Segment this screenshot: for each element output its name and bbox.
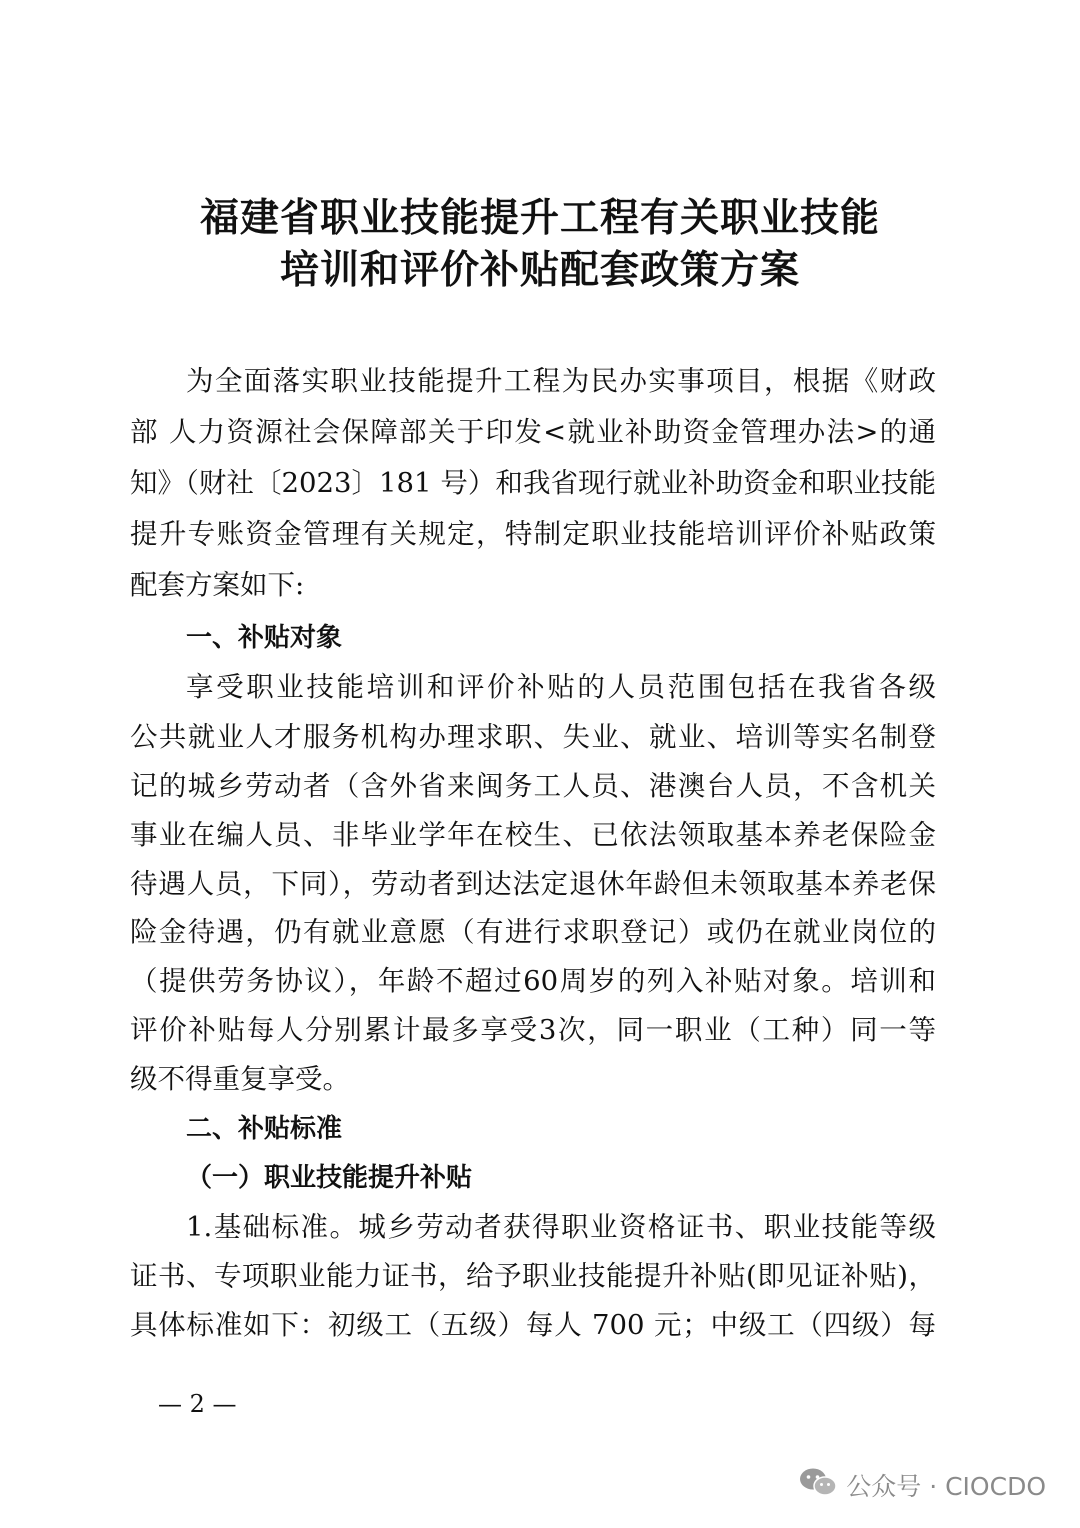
subsection1-line: 具体标准如下：初级工（五级）每人 700 元；中级工（四级）每	[130, 1309, 936, 1341]
page-number: — 2 —	[158, 1390, 237, 1418]
subsection1-line: 证书、专项职业能力证书，给予职业技能提升补贴(即见证补贴)，	[130, 1260, 936, 1292]
intro-line: 配套方案如下:	[130, 569, 305, 601]
watermark-text: 公众号 · CIOCDO	[846, 1472, 1046, 1501]
document-title-line-2: 培训和评价补贴配套政策方案	[279, 247, 800, 293]
subsection-heading-skill-upgrade-subsidy: （一）职业技能提升补贴	[186, 1163, 473, 1193]
section1-line: （提供劳务协议），年龄不超过60周岁的列入补贴对象。培训和	[130, 965, 936, 997]
subsection1-line: 1.基础标准。城乡劳动者获得职业资格证书、职业技能等级	[186, 1211, 936, 1243]
section1-line: 待遇人员，下同），劳动者到达法定退休年龄但未领取基本养老保	[130, 868, 936, 900]
intro-line: 知》（财社〔2023〕181 号）和我省现行就业补助资金和职业技能	[130, 467, 936, 499]
section1-line: 级不得重复享受。	[130, 1063, 350, 1095]
section-heading-subsidy-standard: 二、补贴标准	[186, 1114, 343, 1144]
section1-line: 事业在编人员、非毕业学年在校生、已依法领取基本养老保险金	[130, 819, 936, 851]
wechat-icon	[798, 1466, 838, 1504]
section1-line: 险金待遇，仍有就业意愿（有进行求职登记）或仍在就业岗位的	[130, 916, 936, 948]
section1-line: 公共就业人才服务机构办理求职、失业、就业、培训等实名制登	[130, 721, 936, 753]
intro-line: 为全面落实职业技能提升工程为民办实事项目，根据《财政	[186, 365, 936, 397]
intro-line: 部 人力资源社会保障部关于印发<就业补助资金管理办法>的通	[130, 416, 936, 448]
section1-line: 评价补贴每人分别累计最多享受3次，同一职业（工种）同一等	[130, 1014, 936, 1046]
intro-line: 提升专账资金管理有关规定，特制定职业技能培训评价补贴政策	[130, 518, 936, 550]
section1-line: 记的城乡劳动者（含外省来闽务工人员、港澳台人员，不含机关	[130, 770, 936, 802]
watermark	[798, 1466, 1046, 1504]
document-title-line-1: 福建省职业技能提升工程有关职业技能	[199, 195, 880, 241]
section-heading-subsidy-target: 一、补贴对象	[186, 623, 343, 653]
section1-line: 享受职业技能培训和评价补贴的人员范围包括在我省各级	[186, 671, 936, 703]
